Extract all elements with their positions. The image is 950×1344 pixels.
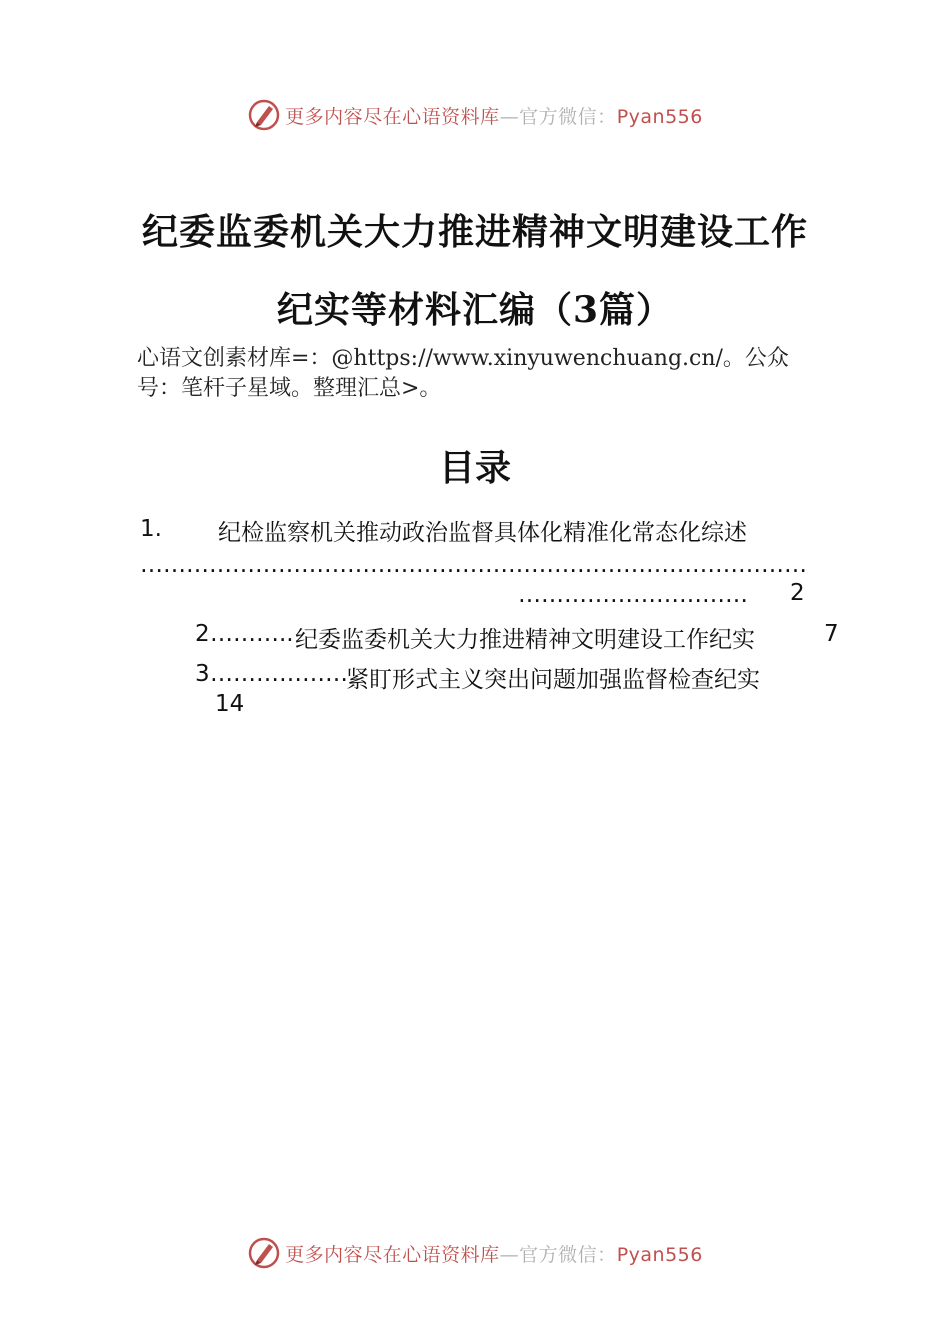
toc-item-1-number: 1. — [140, 516, 162, 542]
toc-item-3-leader: ……………… — [210, 661, 348, 687]
toc-item-3-title: 紧盯形式主义突出问题加强监督检查纪实 — [346, 667, 760, 693]
toc-item-2-title: 纪委监委机关大力推进精神文明建设工作纪实 — [295, 627, 755, 653]
toc-item-1-leader-tail: ………………………… — [518, 582, 748, 608]
toc-item-1-leader-line: …………………………………………………………………………… — [140, 552, 807, 578]
banner-text — [285, 102, 703, 129]
banner-wechat-id: Pyan556 — [616, 105, 703, 128]
banner-main-text: 更多内容尽在心语资料库 — [285, 105, 500, 128]
pen-logo-icon — [247, 1236, 281, 1270]
footer-banner-dash: — — [499, 1243, 520, 1266]
source-note — [137, 344, 837, 404]
toc-item-1-page: 2 — [790, 580, 805, 606]
source-note-line-2: 号：笔杆子星域。整理汇总>。 — [137, 376, 442, 401]
footer-banner-text — [285, 1240, 703, 1267]
banner-dash: — — [499, 105, 520, 128]
document-title-line-1: 纪委监委机关大力推进精神文明建设工作 — [141, 211, 808, 253]
toc-item-3-number: 3 — [195, 661, 210, 687]
footer-banner-wechat-id: Pyan556 — [616, 1243, 703, 1266]
toc-item-2-page: 7 — [824, 621, 839, 647]
footer-banner-wechat-label: 官方微信： — [519, 1243, 617, 1266]
toc-heading: 目录 — [438, 447, 511, 489]
toc-item-3-page: 14 — [215, 691, 245, 717]
toc-item-1-title: 纪检监察机关推动政治监督具体化精准化常态化综述 — [218, 520, 747, 546]
source-note-line-1: 心语文创素材库=：@https://www.xinyuwenchuang.cn/。公众 — [137, 346, 789, 371]
footer-banner-main-text: 更多内容尽在心语资料库 — [285, 1243, 500, 1266]
document-title-line-2: 纪实等材料汇编（3篇） — [276, 289, 674, 331]
header-banner — [0, 95, 950, 135]
banner-wechat-label: 官方微信： — [519, 105, 617, 128]
toc-item-2-number: 2 — [195, 621, 210, 647]
pen-logo-icon — [247, 98, 281, 132]
footer-banner — [0, 1233, 950, 1273]
toc-item-2-leader: ……….. — [210, 621, 294, 647]
